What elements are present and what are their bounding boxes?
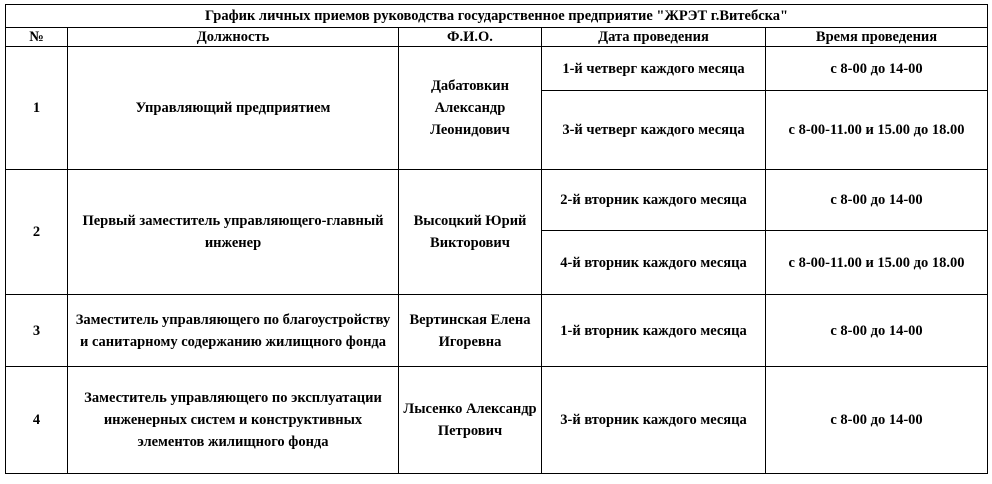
header-num: № [6,28,68,47]
row-position: Первый заместитель управляющего-главный инженер [68,170,399,295]
row-position: Заместитель управляющего по благоустройству и санитарному содержанию жилищного фонда [68,295,399,367]
table-title: График личных приемов руководства государственное предприятие "ЖРЭТ г.Витебска" [6,5,988,28]
table-row [6,295,988,367]
header-position: Должность [68,28,399,47]
row-time: с 8-00-11.00 и 15.00 до 18.00 [766,231,988,295]
row-date: 2-й вторник каждого месяца [542,170,766,231]
row-time: с 8-00 до 14-00 [766,295,988,367]
row-num: 1 [6,47,68,170]
header-row [6,28,988,47]
header-fio: Ф.И.О. [399,28,542,47]
row-num: 3 [6,295,68,367]
row-date: 1-й вторник каждого месяца [542,295,766,367]
row-date: 3-й вторник каждого месяца [542,367,766,474]
row-time: с 8-00 до 14-00 [766,47,988,91]
row-fio: Высоцкий Юрий Викторович [399,170,542,295]
row-fio: Вертинская Елена Игоревна [399,295,542,367]
row-time: с 8-00 до 14-00 [766,367,988,474]
row-position: Управляющий предприятием [68,47,399,170]
header-time: Время проведения [766,28,988,47]
row-time: с 8-00 до 14-00 [766,170,988,231]
table-row [6,170,988,231]
table-row [6,47,988,91]
row-fio: Дабатовкин Александр Леонидович [399,47,542,170]
table-row [6,367,988,474]
row-time: с 8-00-11.00 и 15.00 до 18.00 [766,91,988,170]
row-fio: Лысенко Александр Петрович [399,367,542,474]
reception-schedule-table [5,4,988,474]
row-date: 3-й четверг каждого месяца [542,91,766,170]
row-date: 4-й вторник каждого месяца [542,231,766,295]
row-position: Заместитель управляющего по эксплуатации инженерных систем и конструктивных элементов жилищного фонда [68,367,399,474]
row-date: 1-й четверг каждого месяца [542,47,766,91]
row-num: 2 [6,170,68,295]
header-date: Дата проведения [542,28,766,47]
row-num: 4 [6,367,68,474]
